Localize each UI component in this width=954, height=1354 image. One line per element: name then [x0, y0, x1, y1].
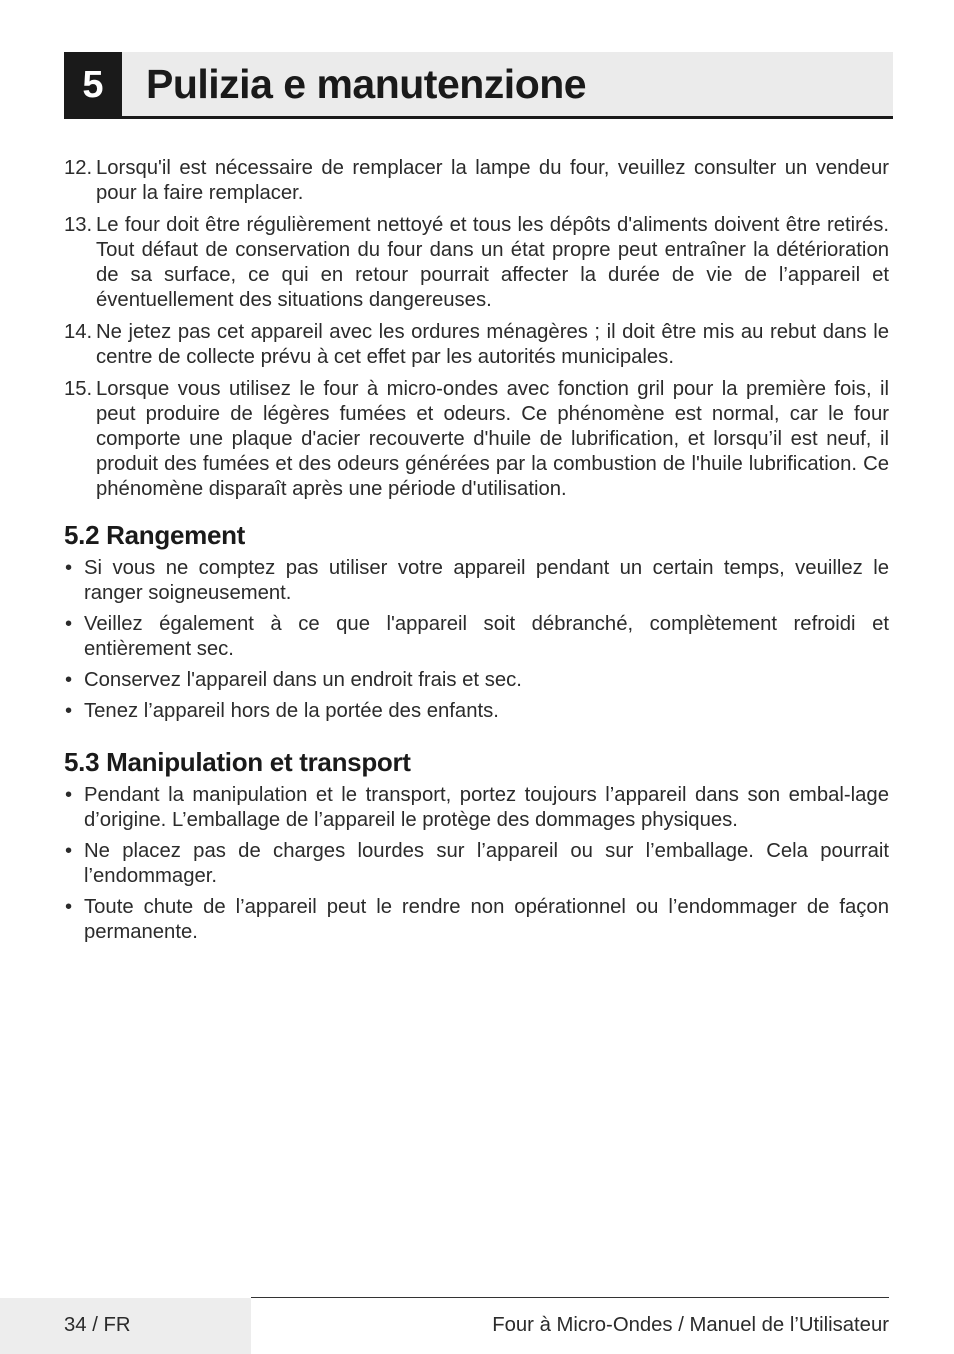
bullet-glyph: •	[65, 700, 73, 722]
bullet-item	[64, 556, 889, 606]
footer-divider	[251, 1297, 889, 1298]
numbered-list	[64, 156, 889, 509]
section-rangement	[64, 518, 889, 730]
list-item	[64, 213, 889, 313]
section-heading: 5.3 Manipulation et transport	[64, 747, 411, 777]
chapter-header	[64, 52, 893, 119]
list-item	[64, 320, 889, 370]
bullet-text: Toute chute de l’appareil peut le rendre non opérationnel ou l’endommager de façon permanente.	[84, 896, 889, 943]
bullet-glyph: •	[65, 669, 73, 691]
section-manipulation	[64, 745, 889, 951]
section-heading: 5.2 Rangement	[64, 520, 246, 550]
bullet-item	[64, 612, 889, 662]
item-text: Lorsque vous utilisez le four à micro-ondes avec fonction gril pour la première fois, il peut produire de légères fumées et odeurs. Ce phénomène est normal, car le four comporte une plaque d'acier recouverte d'huile de lubrification, et lorsqu’il est neuf, il produit des fumées et des odeurs générées par la combustion de l'huile lubrification. Ce phénomène disparaît après une période d'utilisation.	[96, 378, 889, 500]
page-number: 34 / FR	[64, 1314, 131, 1336]
bullet-item	[64, 839, 889, 889]
item-text: Lorsqu'il est nécessaire de remplacer la lampe du four, veuillez consulter un vendeur pour la faire remplacer.	[96, 157, 889, 204]
item-number: 15.	[64, 378, 93, 400]
list-item	[64, 377, 889, 502]
bullet-glyph: •	[65, 896, 73, 918]
bullet-glyph: •	[65, 784, 73, 806]
chapter-title: Pulizia e manutenzione	[146, 61, 587, 107]
item-number: 12.	[64, 157, 93, 179]
bullet-text: Veillez également à ce que l'appareil soit débranché, complètement refroidi et entièrement sec.	[84, 613, 889, 660]
chapter-number: 5	[64, 52, 122, 119]
footer-title: Four à Micro-Ondes / Manuel de l’Utilisateur	[492, 1314, 889, 1336]
bullet-text: Conservez l'appareil dans un endroit frais et sec.	[84, 669, 522, 691]
bullet-item	[64, 699, 889, 724]
bullet-text: Pendant la manipulation et le transport, portez toujours l’appareil dans son embal-lage d’origine. L’emballage de l’appareil le protège des dommages physiques.	[84, 784, 889, 831]
bullet-text: Ne placez pas de charges lourdes sur l’appareil ou sur l’emballage. Cela pourrait l’endommager.	[84, 840, 889, 887]
bullet-glyph: •	[65, 840, 73, 862]
item-number: 13.	[64, 214, 93, 236]
list-item	[64, 156, 889, 206]
item-text: Le four doit être régulièrement nettoyé et tous les dépôts d'aliments doivent être retirés. Tout défaut de conservation du four dans un état propre peut entraîner la détérioration de sa surface, ce qui en retour pourrait affecter la durée de vie de l’appareil et éventuellement des situations dangereuses.	[96, 214, 889, 311]
bullet-item	[64, 783, 889, 833]
bullet-text: Tenez l’appareil hors de la portée des enfants.	[84, 700, 499, 722]
item-number: 14.	[64, 321, 93, 343]
bullet-item	[64, 668, 889, 693]
bullet-text: Si vous ne comptez pas utiliser votre appareil pendant un certain temps, veuillez le ranger soigneusement.	[84, 557, 889, 604]
bullet-glyph: •	[65, 557, 73, 579]
bullet-glyph: •	[65, 613, 73, 635]
bullet-item	[64, 895, 889, 945]
item-text: Ne jetez pas cet appareil avec les ordures ménagères ; il doit être mis au rebut dans le centre de collecte prévu à cet effet par les autorités municipales.	[96, 321, 889, 368]
